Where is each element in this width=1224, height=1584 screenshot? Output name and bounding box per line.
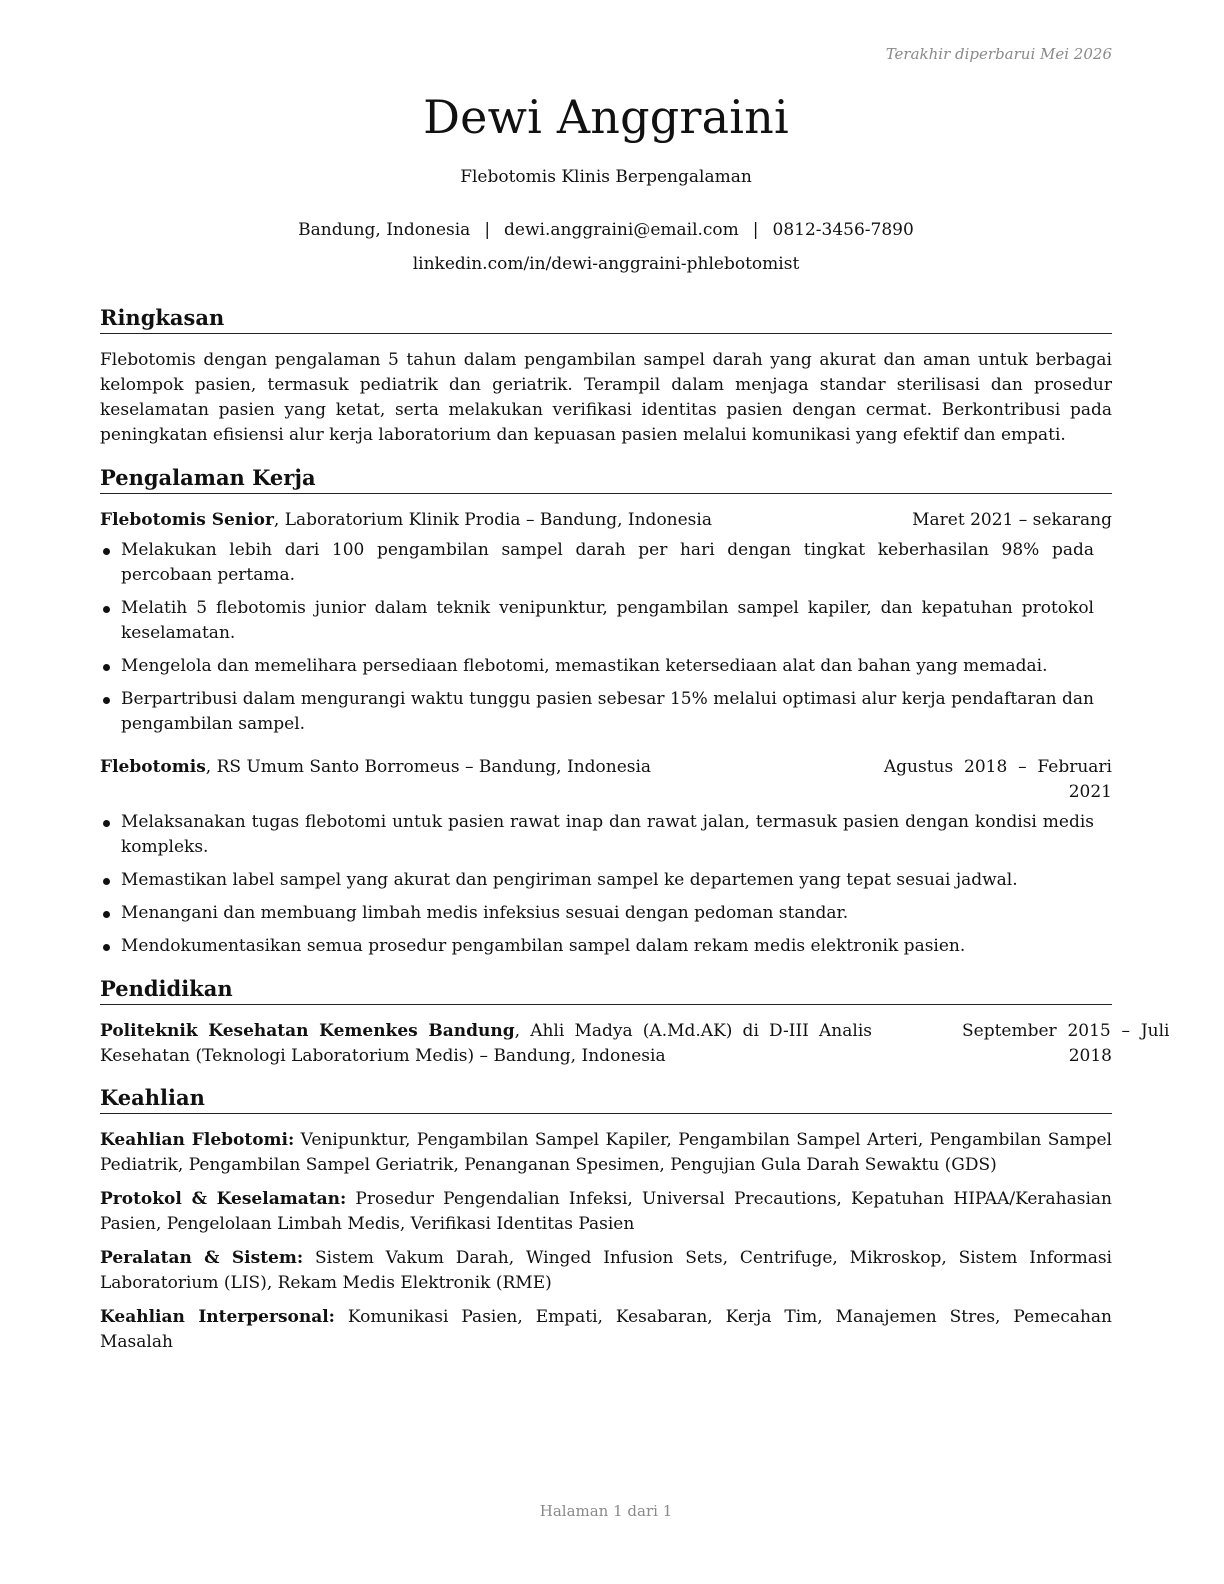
section-title-experience: Pengalaman Kerja — [100, 465, 1112, 494]
bullet-text: Melaksanakan tugas flebotomi untuk pasien rawat inap dan rawat jalan, termasuk pasien dengan kondisi medis kompleks. — [121, 812, 1094, 857]
contact-line — [100, 220, 1112, 240]
bullet-icon — [103, 820, 110, 827]
bullet-icon — [103, 697, 110, 704]
contact-phone: 0812-3456-7890 — [772, 220, 914, 240]
bullet-text: Berpartribusi dalam mengurangi waktu tunggu pasien sebesar 15% melalui optimasi alur kerja pendaftaran dan pengambilan sampel. — [121, 689, 1094, 734]
list-item — [100, 596, 1094, 646]
section-title-skills: Keahlian — [100, 1085, 1112, 1114]
education-school: Politeknik Kesehatan Kemenkes Bandung — [100, 1021, 515, 1041]
list-item — [100, 538, 1094, 588]
bullet-text: Mengelola dan memelihara persediaan flebotomi, memastikan ketersediaan alat dan bahan yang memadai. — [121, 656, 1048, 676]
candidate-headline: Flebotomis Klinis Berpengalaman — [460, 167, 752, 187]
skill-value: Sistem Vakum Darah, Winged Infusion Sets, Centrifuge, Mikroskop, Sistem Informasi Laboratorium (LIS), Rekam Medis Elektronik (RME) — [100, 1248, 1112, 1293]
list-item — [100, 654, 1094, 679]
summary-paragraph: Flebotomis dengan pengalaman 5 tahun dalam pengambilan sampel darah yang akurat dan aman untuk berbagai kelompok pasien, termasuk pediatrik dan geriatrik. Terampil dalam menjaga standar sterilisasi dan prosedur keselamatan pasien yang ketat, serta melakukan verifikasi identitas pasien dengan cermat. Berkontribusi pada peningkatan efisiensi alur kerja laboratorium dan kepuasan pasien melalui komunikasi yang efektif dan empati. — [100, 350, 1112, 445]
education-dates-line: 2018 — [1068, 1046, 1112, 1066]
bullet-icon — [103, 664, 110, 671]
skill-group — [100, 1187, 1112, 1237]
job-org: , Laboratorium Klinik Prodia – Bandung, Indonesia — [273, 510, 712, 530]
education-dates-line: September 2015 – Juli — [962, 1021, 1170, 1041]
bullet-text: Melatih 5 flebotomis junior dalam teknik venipunktur, pengambilan sampel kapiler, dan kepatuhan protokol keselamatan. — [121, 598, 1094, 643]
list-item — [100, 934, 1094, 959]
job-dates: Maret 2021 – sekarang — [912, 510, 1112, 530]
job-title-org — [100, 508, 712, 533]
list-item — [100, 810, 1094, 860]
job-title: Flebotomis — [100, 757, 206, 777]
contact-linkedin[interactable]: linkedin.com/in/dewi-anggraini-phlebotomist — [412, 254, 800, 274]
education-degree: , Ahli Madya (A.Md.AK) di D-III Analis Kesehatan (Teknologi Laboratorium Medis) – Bandung, Indonesia — [100, 1021, 872, 1066]
last-updated-note: Terakhir diperbarui Mei 2026 — [885, 45, 1112, 63]
job-bullets — [100, 810, 1094, 967]
job-org: , RS Umum Santo Borromeus – Bandung, Indonesia — [205, 757, 652, 777]
skill-label: Keahlian Interpersonal: — [100, 1307, 335, 1327]
candidate-name: Dewi Anggraini — [423, 90, 789, 144]
skill-value: Komunikasi Pasien, Empati, Kesabaran, Kerja Tim, Manajemen Stres, Pemecahan Masalah — [100, 1307, 1113, 1352]
contact-location: Bandung, Indonesia — [298, 220, 471, 240]
skill-value: Venipunktur, Pengambilan Sampel Kapiler, Pengambilan Sampel Arteri, Pengambilan Sampel Pediatrik, Pengambilan Sampel Geriatrik, Penanganan Spesimen, Pengujian Gula Darah Sewaktu (GDS) — [100, 1130, 1112, 1175]
bullet-text: Memastikan label sampel yang akurat dan pengiriman sampel ke departemen yang tepat sesuai jadwal. — [121, 870, 1018, 890]
skill-label: Peralatan & Sistem: — [100, 1248, 304, 1268]
bullet-icon — [103, 548, 110, 555]
bullet-icon — [103, 878, 110, 885]
list-item — [100, 868, 1094, 893]
bullet-icon — [103, 606, 110, 613]
contact-email[interactable]: dewi.anggraini@email.com — [504, 220, 739, 240]
education-school-degree — [100, 1019, 872, 1069]
section-title-summary: Ringkasan — [100, 305, 1112, 334]
skill-label: Protokol & Keselamatan: — [100, 1189, 347, 1209]
skill-group — [100, 1128, 1112, 1178]
skill-group — [100, 1246, 1112, 1296]
section-title-education: Pendidikan — [100, 976, 1112, 1005]
skill-value: Prosedur Pengendalian Infeksi, Universal Precautions, Kepatuhan HIPAA/Kerahasian Pasien, Pengelolaan Limbah Medis, Verifikasi Identitas Pasien — [100, 1189, 1112, 1234]
job-bullets — [100, 538, 1094, 745]
skill-group — [100, 1305, 1112, 1355]
job-dates-line: Agustus 2018 – Februari — [883, 757, 1112, 777]
list-item — [100, 901, 1094, 926]
bullet-icon — [103, 944, 110, 951]
contact-separator: | — [484, 220, 491, 240]
page-number-footer: Halaman 1 dari 1 — [539, 1502, 673, 1520]
job-dates-line: 2021 — [1068, 782, 1112, 802]
skill-label: Keahlian Flebotomi: — [100, 1130, 295, 1150]
contact-separator: | — [752, 220, 759, 240]
bullet-icon — [103, 911, 110, 918]
bullet-text: Melakukan lebih dari 100 pengambilan sampel darah per hari dengan tingkat keberhasilan 98% pada percobaan pertama. — [121, 540, 1094, 585]
job-title-org — [100, 755, 651, 780]
list-item — [100, 687, 1094, 737]
bullet-text: Mendokumentasikan semua prosedur pengambilan sampel dalam rekam medis elektronik pasien. — [121, 936, 966, 956]
resume-page — [100, 0, 1170, 1584]
education-dates — [962, 1019, 1170, 1069]
bullet-text: Menangani dan membuang limbah medis infeksius sesuai dengan pedoman standar. — [121, 903, 849, 923]
job-dates — [884, 755, 1112, 805]
job-title: Flebotomis Senior — [100, 510, 274, 530]
